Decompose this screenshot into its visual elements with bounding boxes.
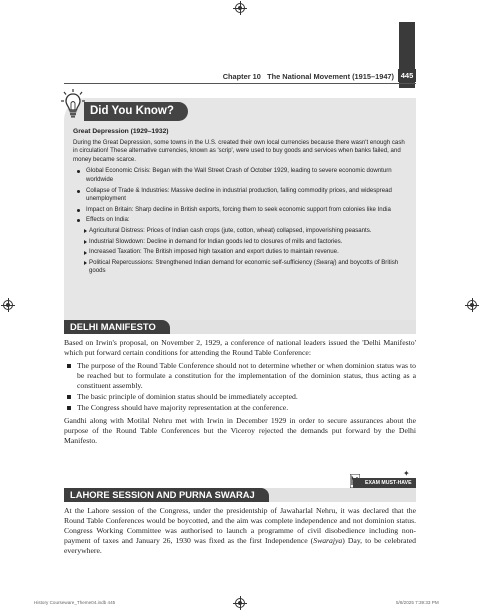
box-intro: During the Great Depression, some towns in the U.S. created their own local currencies because there wasn't enough cash in circulation! These alternative currencies, known as 'scrip', were used to buy goods and services when banks failed, and money became scarce. [73, 138, 405, 163]
registration-mark [235, 3, 245, 13]
did-you-know-badge: Did You Know? [84, 102, 188, 121]
paragraph [64, 506, 416, 556]
section-title-delhi: DELHI MANIFESTO [64, 320, 170, 334]
footer-file-info: History Courseware_Theme04.indb 445 [34, 600, 116, 605]
paragraph: Based on Irwin's proposal, on November 2, 1929, a conference of national leaders issued the 'Delhi Manifesto' which put forward certain conditions for attending the Round Table Conference: [64, 338, 416, 357]
list-item: Increased Taxation: The British imposed high taxation and export duties to maintain revenue. [73, 248, 409, 257]
list-item: Global Economic Crisis: Began with the Wall Street Crash of October 1929, leading to severe economic downturn worldwide [73, 167, 409, 184]
section-title-lahore: LAHORE SESSION AND PURNA SWARAJ [64, 488, 269, 502]
box-bullet-list [73, 167, 409, 276]
list-item: Collapse of Trade & Industries: Massive decline in industrial production, falling commodity prices, and widespread unemployment [73, 187, 409, 204]
lahore-content [64, 506, 416, 559]
did-you-know-content [73, 128, 409, 278]
effect-italic: Swaraj [315, 258, 335, 266]
paragraph-text: At the Lahore session of the Congress, under the presidentship of Jawaharlal Nehru, it was declared that the Round Table Conferences would be boycotted, and the aim was complete independence and not dominion status. Congress Working Committee was authorised to launch a programme of civil disobedience including non-payment of taxes and January 26, 1930 was fixed as the first Independence ( [64, 506, 416, 545]
list-item: Impact on Britain: Sharp decline in British exports, forcing them to seek economic support from colonies like India [73, 206, 409, 215]
footer-timestamp: 5/8/2025 7:39:33 PM [396, 600, 439, 605]
list-item: Agricultural Distress: Prices of Indian cash crops (jute, cotton, wheat) collapsed, impoverishing peasants. [73, 227, 409, 236]
list-item: The purpose of the Round Table Conference should not to determine whether or when dominion status was to be reached but to formulate a constitution for the implementation of the dominion status, thus acting as a constituent assembly. [64, 361, 416, 391]
list-item [73, 216, 409, 276]
effects-label: Effects on India: [86, 216, 130, 224]
box-heading: Great Depression (1929–1932) [73, 128, 169, 135]
chapter-title: The National Movement (1915–1947) [267, 72, 394, 81]
star-icon: ✦ [403, 469, 410, 478]
registration-mark [3, 300, 13, 310]
lightbulb-icon [60, 88, 86, 122]
running-header [100, 72, 394, 81]
registration-mark [467, 300, 477, 310]
list-item [73, 259, 409, 276]
effect-text: ) and boycotts of British goods [89, 258, 399, 275]
list-item: The basic principle of dominion status should be immediately accepted. [64, 392, 416, 402]
delhi-content [64, 338, 416, 449]
list-item: Industrial Slowdown: Decline in demand for Indian goods led to closures of mills and factories. [73, 238, 409, 247]
paragraph-italic: Swarajya [313, 536, 343, 545]
chapter-number: Chapter 10 [222, 72, 261, 81]
exam-must-have-badge: EXAM MUST-HAVE [353, 478, 416, 488]
paragraph: Gandhi along with Motilal Nehru met with Irwin in December 1929 in order to secure assurances about the purpose of the Round Table Conferences but the Viceroy rejected the demands put forward by the Delhi Manifesto. [64, 416, 416, 445]
paragraph-text: ) Day, to be celebrated everywhere. [64, 536, 416, 555]
conditions-list [64, 361, 416, 413]
page-number: 445 [398, 69, 416, 82]
registration-mark [235, 598, 245, 608]
effect-text: Political Repercussions: Strengthened Indian demand for economic self-sufficiency ( [89, 258, 316, 266]
effects-list [86, 227, 409, 276]
header-rule [64, 83, 416, 84]
list-item: The Congress should have majority representation at the conference. [64, 403, 416, 413]
